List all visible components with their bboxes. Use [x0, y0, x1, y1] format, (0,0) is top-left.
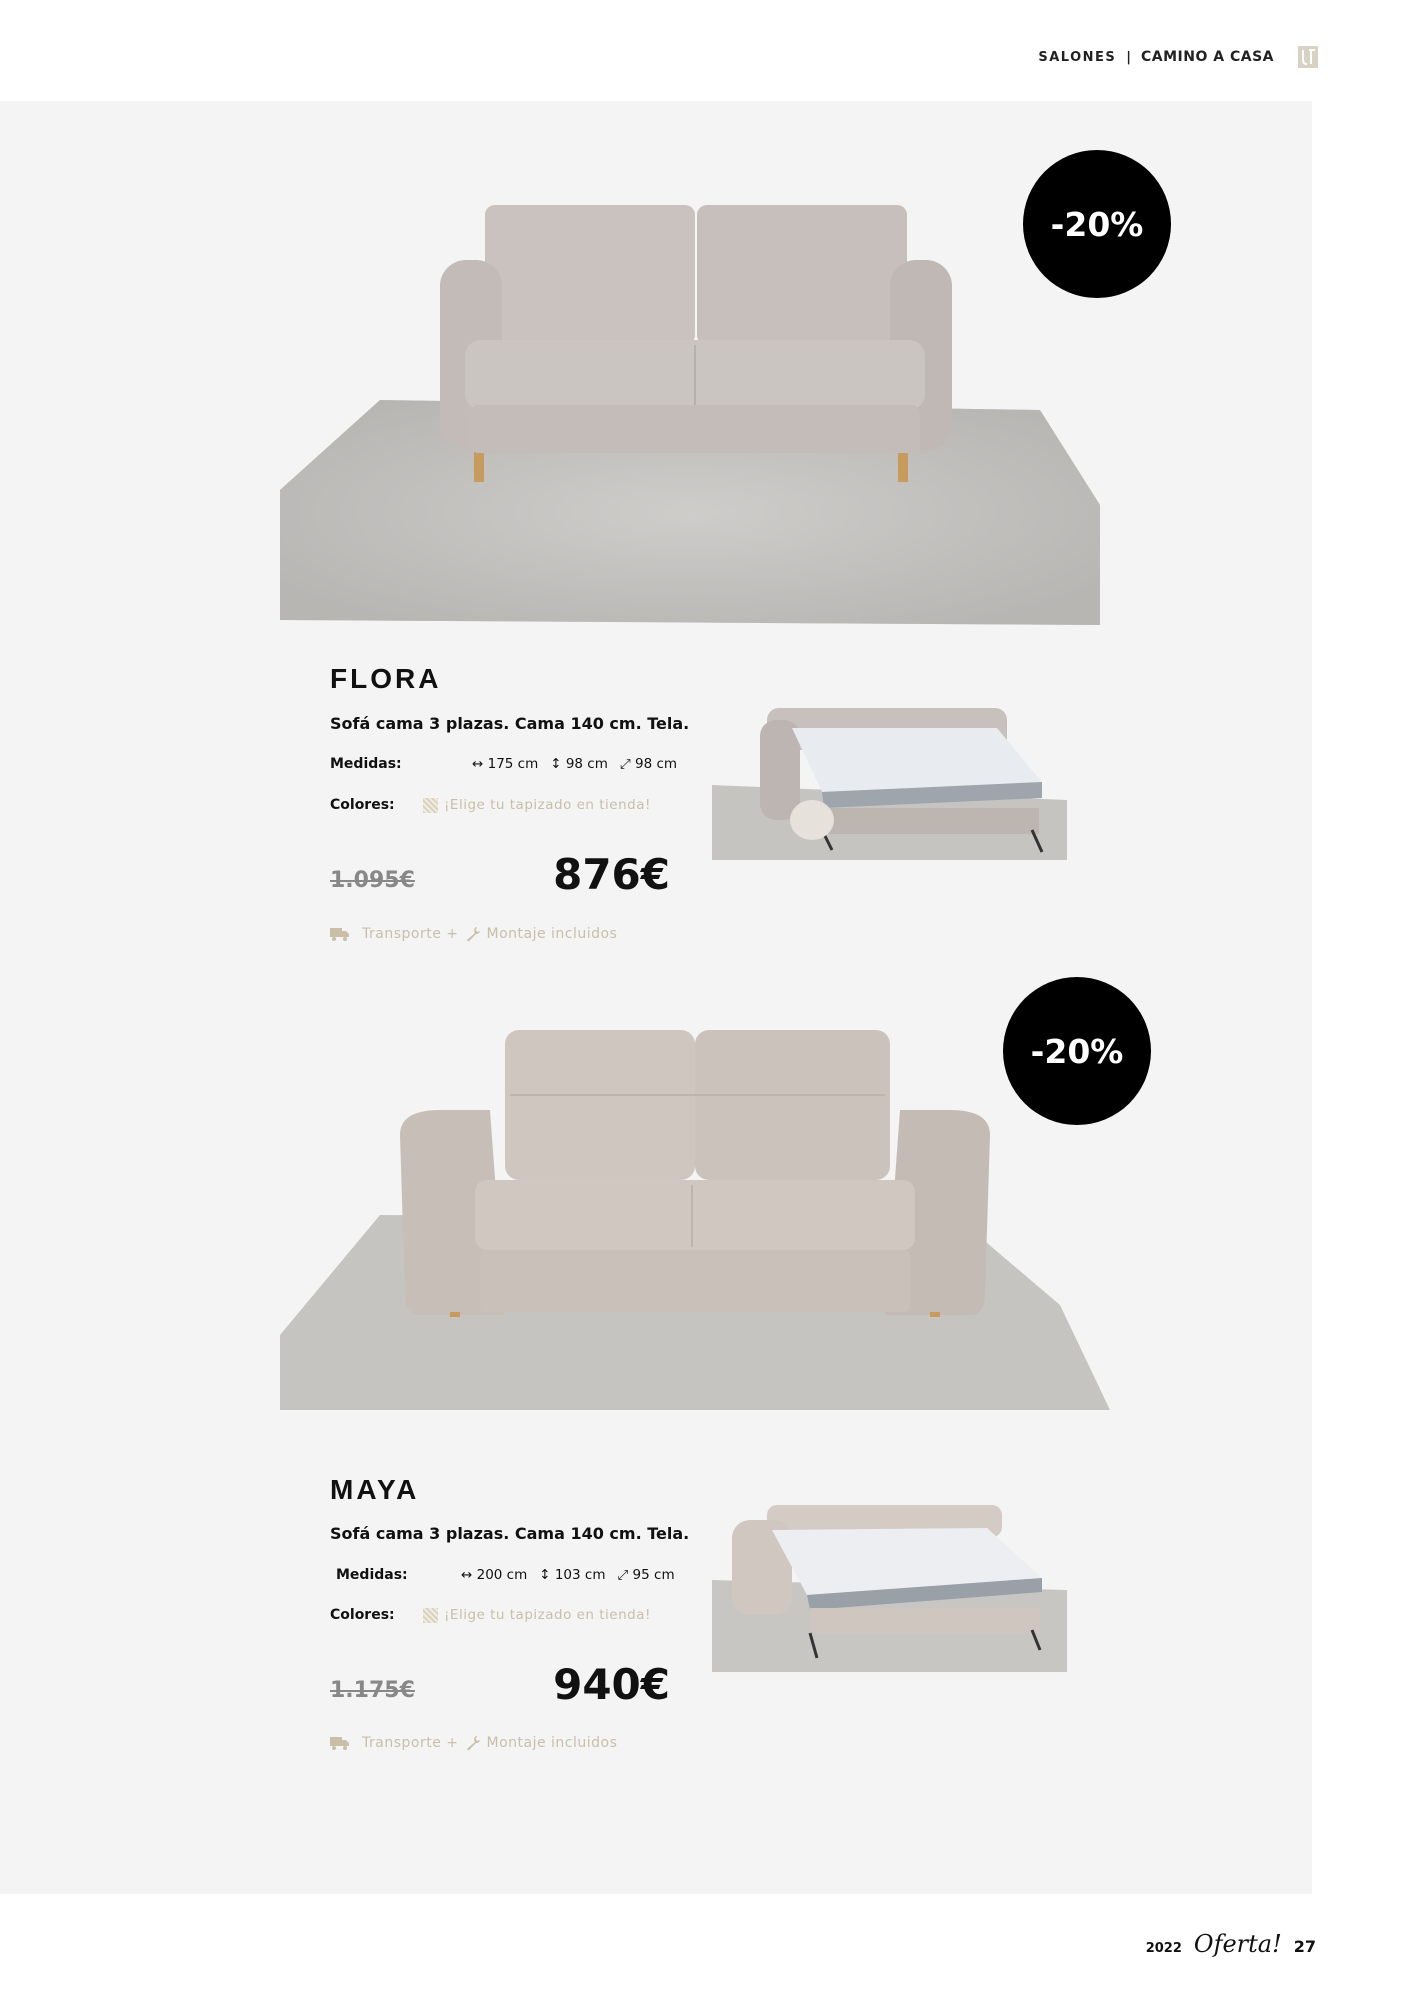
maya-measures-label: Medidas:: [336, 1567, 408, 1583]
fabric-swatch-icon: [423, 798, 438, 813]
flora-colors-label: Colores:: [330, 797, 395, 813]
flora-main-photo: [280, 130, 1100, 630]
flora-new-price: 876€: [553, 850, 670, 899]
maya-old-price: 1.175€: [330, 1678, 415, 1703]
maya-bed-photo: [712, 1500, 1067, 1672]
wrench-icon: [465, 926, 481, 942]
maya-assembly-text: Montaje incluidos: [486, 1735, 618, 1751]
flora-bed-photo: [712, 690, 1067, 860]
flora-delivery-note: [330, 926, 617, 942]
flora-colors-text: ¡Elige tu tapizado en tienda!: [444, 797, 651, 813]
maya-delivery-text: Transporte +: [362, 1735, 459, 1751]
maya-colors-note: [423, 1607, 651, 1623]
maya-product-name: MAYA: [330, 1474, 420, 1505]
maya-width: ↔ 200 cm: [461, 1567, 528, 1583]
flora-height: ↕ 98 cm: [550, 756, 608, 772]
header-separator: |: [1126, 49, 1132, 65]
truck-icon: [330, 927, 350, 941]
page-header: [1038, 46, 1318, 68]
brand-name: CAMINO A CASA: [1141, 49, 1274, 65]
flora-colors-note: [423, 797, 651, 813]
maya-discount-badge: -20%: [1003, 977, 1151, 1125]
footer-brand-script: Oferta!: [1193, 1930, 1282, 1958]
flora-product-name: FLORA: [330, 663, 442, 694]
truck-icon: [330, 1736, 350, 1750]
maya-height: ↕ 103 cm: [539, 1567, 606, 1583]
brand-logo-icon: [1298, 46, 1318, 68]
maya-colors-label: Colores:: [330, 1607, 395, 1623]
flora-delivery-text: Transporte +: [362, 926, 459, 942]
maya-measures: [461, 1567, 675, 1583]
page-footer: [1146, 1930, 1316, 1958]
flora-assembly-text: Montaje incluidos: [486, 926, 618, 942]
maya-delivery-note: [330, 1735, 617, 1751]
flora-width: ↔ 175 cm: [472, 756, 539, 772]
wrench-icon: [465, 1735, 481, 1751]
maya-depth: ⤢ 95 cm: [617, 1567, 675, 1583]
section-title: SALONES: [1038, 49, 1117, 65]
maya-main-photo: [280, 1015, 1110, 1415]
flora-description: Sofá cama 3 plazas. Cama 140 cm. Tela.: [330, 714, 690, 733]
footer-year: 2022: [1145, 1941, 1182, 1956]
maya-new-price: 940€: [553, 1660, 670, 1709]
flora-depth: ⤢ 98 cm: [619, 756, 678, 772]
maya-description: Sofá cama 3 plazas. Cama 140 cm. Tela.: [330, 1524, 690, 1543]
fabric-swatch-icon: [423, 1608, 438, 1623]
flora-discount-badge: -20%: [1023, 150, 1171, 298]
flora-measures: [472, 756, 677, 772]
page-number: 27: [1293, 1937, 1316, 1956]
flora-measures-label: Medidas:: [330, 756, 402, 772]
maya-colors-text: ¡Elige tu tapizado en tienda!: [444, 1607, 651, 1623]
flora-old-price: 1.095€: [330, 868, 415, 893]
